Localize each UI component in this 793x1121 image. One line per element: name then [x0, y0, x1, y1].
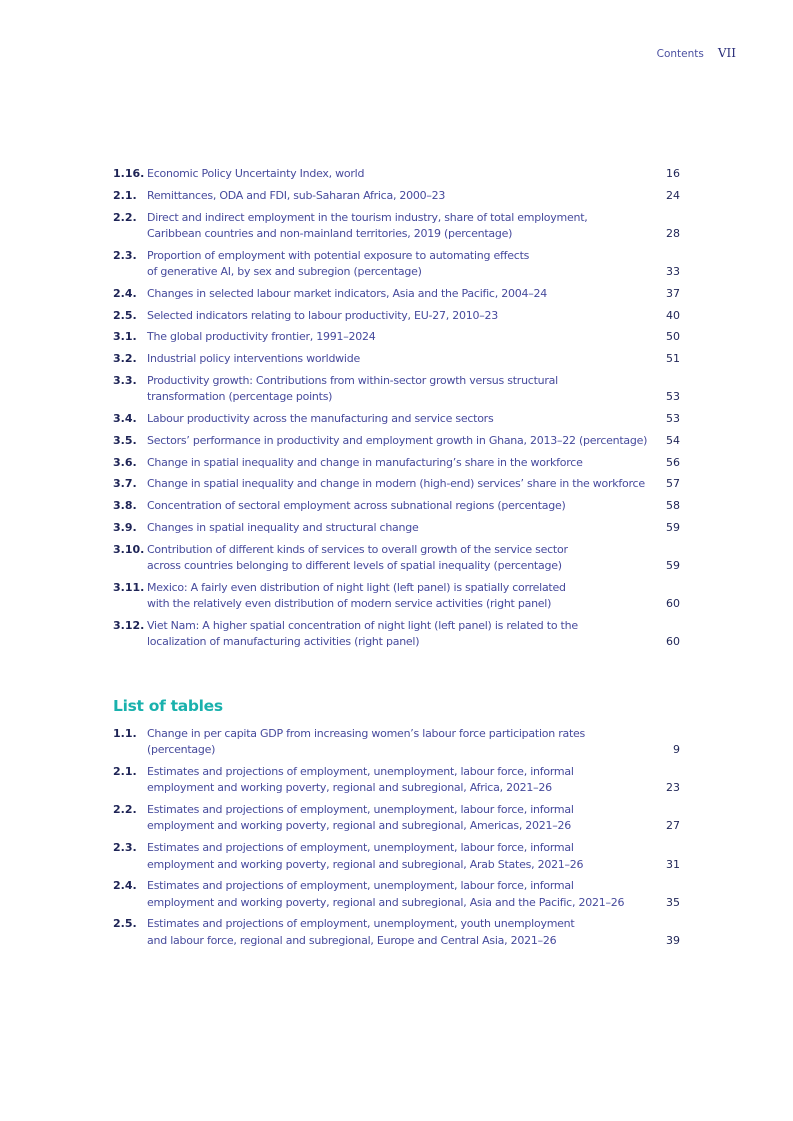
running-header	[657, 46, 736, 60]
entry-page: 50	[666, 330, 680, 344]
entry-title: Selected indicators relating to labour productivity, EU-27, 2010–23	[147, 308, 498, 322]
entry-title: Direct and indirect employment in the tourism industry, share of total employment, Caribbean countries and non-mainland territories, 2019 (percentage)	[147, 210, 588, 240]
toc-entry[interactable]	[113, 248, 680, 281]
list-of-tables	[113, 726, 680, 955]
entry-number: 3.3.	[113, 373, 137, 387]
entry-page: 53	[666, 390, 680, 404]
entry-page: 57	[666, 477, 680, 491]
entry-number: 2.3.	[113, 248, 137, 262]
toc-entry[interactable]	[113, 166, 680, 182]
toc-entry[interactable]	[113, 286, 680, 302]
entry-number: 2.1.	[113, 765, 137, 779]
entry-title: The global productivity frontier, 1991–2024	[147, 330, 376, 344]
entry-title: Estimates and projections of employment, unemployment, labour force, informal employment and working poverty, regional and subregional, Arab States, 2021–26	[147, 841, 584, 871]
entry-page: 60	[666, 635, 680, 649]
entry-number: 2.2.	[113, 803, 137, 817]
entry-title: Change in spatial inequality and change in manufacturing’s share in the workforce	[147, 455, 583, 469]
entry-page: 59	[666, 521, 680, 535]
entry-number: 3.2.	[113, 352, 137, 366]
entry-page: 56	[666, 455, 680, 469]
entry-page: 39	[666, 933, 680, 947]
entry-page: 58	[666, 499, 680, 513]
entry-number: 2.3.	[113, 841, 137, 855]
entry-title: Viet Nam: A higher spatial concentration of night light (left panel) is related to the localization of manufacturing activities (right panel)	[147, 619, 578, 649]
toc-entry[interactable]	[113, 498, 680, 514]
toc-entry[interactable]	[113, 308, 680, 324]
toc-entry[interactable]	[113, 580, 680, 613]
entry-title: Proportion of employment with potential exposure to automating effects of generative AI, by sex and subregion (percentage)	[147, 248, 530, 278]
entry-page: 23	[666, 781, 680, 795]
toc-entry[interactable]	[113, 916, 680, 949]
entry-number: 3.11.	[113, 580, 145, 594]
entry-page: 51	[666, 352, 680, 366]
toc-entry[interactable]	[113, 329, 680, 345]
list-of-tables-heading: List of tables	[113, 697, 223, 715]
entry-page: 28	[666, 226, 680, 240]
entry-page: 9	[673, 743, 680, 757]
entry-title: Estimates and projections of employment, unemployment, labour force, informal employment and working poverty, regional and subregional, Americas, 2021–26	[147, 803, 574, 833]
entry-number: 3.10.	[113, 542, 145, 556]
entry-number: 1.16.	[113, 167, 145, 180]
entry-number: 2.5.	[113, 917, 137, 931]
entry-number: 3.1.	[113, 330, 137, 344]
entry-number: 2.4.	[113, 286, 137, 300]
toc-entry[interactable]	[113, 878, 680, 911]
entry-number: 2.4.	[113, 879, 137, 893]
entry-page: 54	[666, 433, 680, 447]
entry-number: 2.2.	[113, 210, 137, 224]
toc-entry[interactable]	[113, 188, 680, 204]
toc-entry[interactable]	[113, 520, 680, 536]
toc-entry[interactable]	[113, 455, 680, 471]
entry-page: 53	[666, 412, 680, 426]
entry-number: 3.5.	[113, 433, 137, 447]
entry-title: Mexico: A fairly even distribution of night light (left panel) is spatially correlated with the relatively even distribution of modern service activities (right panel)	[147, 580, 566, 611]
toc-entry[interactable]	[113, 411, 680, 427]
entry-page: 35	[666, 895, 680, 909]
toc-entry[interactable]	[113, 542, 680, 575]
entry-number: 2.1.	[113, 188, 137, 202]
toc-entry[interactable]	[113, 726, 680, 759]
entry-title: Labour productivity across the manufacturing and service sectors	[147, 412, 494, 426]
toc-entry[interactable]	[113, 373, 680, 406]
entry-page: 27	[666, 819, 680, 833]
entry-title: Changes in spatial inequality and structural change	[147, 521, 419, 535]
toc-entry[interactable]	[113, 764, 680, 797]
entry-page: 37	[666, 286, 680, 300]
list-of-figures	[113, 166, 680, 656]
entry-title: Concentration of sectoral employment across subnational regions (percentage)	[147, 499, 566, 513]
entry-number: 3.12.	[113, 619, 145, 633]
page-number: VII	[717, 46, 736, 60]
entry-title: Economic Policy Uncertainty Index, world	[147, 167, 365, 180]
entry-page: 33	[666, 264, 680, 278]
entry-title: Changes in selected labour market indicators, Asia and the Pacific, 2004–24	[147, 286, 547, 300]
entry-page: 60	[666, 597, 680, 611]
entry-number: 3.4.	[113, 412, 137, 426]
entry-page: 31	[666, 857, 680, 871]
entry-title: Estimates and projections of employment, unemployment, youth unemployment and labour force, regional and subregional, Europe and Central Asia, 2021–26	[147, 917, 575, 947]
section-name: Contents	[656, 48, 704, 60]
entry-title: Productivity growth: Contributions from within-sector growth versus structural transformation (percentage points)	[147, 373, 558, 404]
entry-title: Contribution of different kinds of services to overall growth of the service sector across countries belonging to different levels of spatial inequality (percentage)	[147, 542, 568, 573]
entry-title: Sectors’ performance in productivity and employment growth in Ghana, 2013–22 (percentage)	[147, 433, 648, 447]
toc-entry[interactable]	[113, 351, 680, 367]
entry-title: Estimates and projections of employment, unemployment, labour force, informal employment and working poverty, regional and subregional, Africa, 2021–26	[147, 765, 574, 795]
entry-number: 3.9.	[113, 521, 137, 535]
entry-page: 16	[666, 167, 680, 180]
entry-number: 3.8.	[113, 499, 137, 513]
entry-title: Remittances, ODA and FDI, sub-Saharan Africa, 2000–23	[147, 188, 446, 202]
entry-title: Change in spatial inequality and change in modern (high-end) services’ share in the workforce	[147, 477, 645, 491]
entry-number: 3.7.	[113, 477, 137, 491]
entry-title: Change in per capita GDP from increasing women’s labour force participation rates (percentage)	[147, 727, 586, 757]
entry-title: Estimates and projections of employment, unemployment, labour force, informal employment and working poverty, regional and subregional, Asia and the Pacific, 2021–26	[147, 879, 625, 909]
toc-entry[interactable]	[113, 433, 680, 449]
entry-number: 2.5.	[113, 308, 137, 322]
toc-entry[interactable]	[113, 840, 680, 873]
toc-entry[interactable]	[113, 476, 680, 492]
toc-entry[interactable]	[113, 210, 680, 243]
entry-page: 24	[666, 188, 680, 202]
entry-number: 3.6.	[113, 455, 137, 469]
toc-entry[interactable]	[113, 618, 680, 651]
entry-page: 59	[666, 559, 680, 573]
toc-entry[interactable]	[113, 802, 680, 835]
entry-number: 1.1.	[113, 727, 137, 740]
entry-page: 40	[666, 308, 680, 322]
entry-title: Industrial policy interventions worldwide	[147, 352, 360, 366]
